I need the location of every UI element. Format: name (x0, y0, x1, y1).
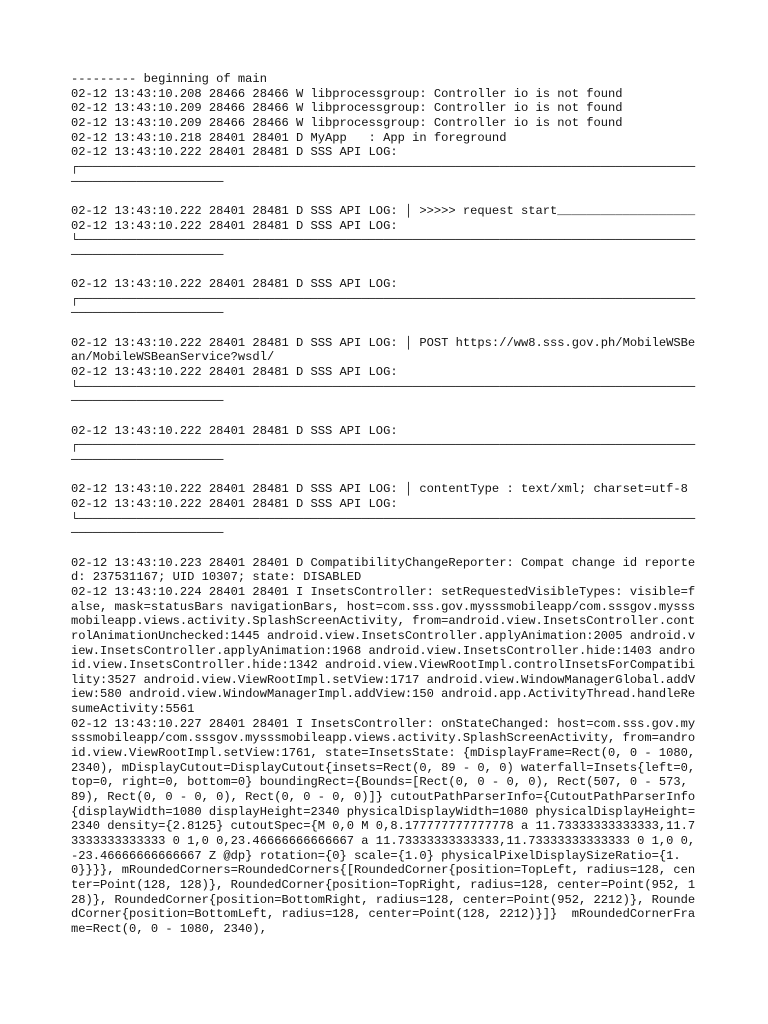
log-line: 02-12 13:43:10.222 28401 28481 D SSS API LOG: │ POST https://ww8.sss.gov.ph/MobileWSBean/MobileWSBeanService?wsdl/ (71, 335, 696, 365)
log-blank-line (71, 409, 697, 424)
log-blank-line (71, 189, 697, 204)
log-separator-bottom: └────────────────────────────────────────────────────────────────────────────────────────────────────────── (71, 233, 696, 262)
log-line: 02-12 13:43:10.222 28401 28481 D SSS API LOG: (71, 365, 405, 380)
log-line: 02-12 13:43:10.209 28466 28466 W libprocessgroup: Controller io is not found (71, 115, 623, 130)
log-line: 02-12 13:43:10.222 28401 28481 D SSS API LOG: │ >>>>> request start___________________ (71, 203, 696, 218)
log-line: 02-12 13:43:10.222 28401 28481 D SSS API LOG: (71, 496, 405, 511)
log-text-area (71, 72, 703, 937)
log-blank-line (71, 541, 697, 556)
log-blank-line (71, 321, 697, 336)
log-line: 02-12 13:43:10.222 28401 28481 D SSS API LOG: (71, 277, 405, 292)
log-blank-line (71, 468, 697, 483)
log-line: 02-12 13:43:10.208 28466 28466 W libprocessgroup: Controller io is not found (71, 86, 623, 101)
log-line: 02-12 13:43:10.218 28401 28401 D MyApp : App in foreground (71, 130, 507, 145)
log-line: 02-12 13:43:10.222 28401 28481 D SSS API LOG: (71, 145, 405, 160)
log-blank-line (71, 263, 697, 278)
log-separator-bottom: └────────────────────────────────────────────────────────────────────────────────────────────────────────── (71, 511, 696, 541)
log-line: 02-12 13:43:10.209 28466 28466 W libprocessgroup: Controller io is not found (71, 101, 623, 116)
log-separator-bottom: └────────────────────────────────────────────────────────────────────────────────────────────────────────── (71, 379, 696, 409)
log-line: 02-12 13:43:10.224 28401 28401 I InsetsController: setRequestedVisibleTypes: visible=false, mask=statusBars navigationBars, host=com.sss.gov.mysssmobileapp/com.sssgov.mysssmobileapp.views.activity.SplashScreenActivity, from=android.view.InsetsController.controlAnimationUnchecked:1445 android.view.InsetsController.applyAnimation:2005 android.view.InsetsController.applyAnimation:1968 android.view.InsetsController.hide:1403 android.view.InsetsController.hide:1342 android.view.ViewRootImpl.controlInsetsForCompatibility:3527 android.view.ViewRootImpl.setView:1717 android.view.WindowManagerGlobal.addView:580 android.view.WindowManagerImpl.addView:150 android.app.ActivityThread.handleResumeActivity:5561 (71, 584, 696, 717)
log-separator-top: ┌────────────────────────────────────────────────────────────────────────────────────────────────────────── (71, 291, 696, 321)
log-line: --------- beginning of main (71, 72, 267, 86)
log-separator-top: ┌────────────────────────────────────────────────────────────────────────────────────────────────────────── (71, 159, 696, 189)
log-line: 02-12 13:43:10.227 28401 28401 I InsetsController: onStateChanged: host=com.sss.gov.mysssmobileapp/com.sssgov.mysssmobileapp.views.activity.SplashScreenActivity, from=android.view.ViewRootImpl.setView:1761, state=InsetsState: {mDisplayFrame=Rect(0, 0 - 1080, 2340), mDisplayCutout=DisplayCutout{insets=Rect(0, 89 - 0, 0) waterfall=Insets{left=0, top=0, right=0, bottom=0} boundingRect={Bounds=[Rect(0, 0 - 0, 0), Rect(507, 0 - 573, 89), Rect(0, 0 - 0, 0), Rect(0, 0 - 0, 0)]} cutoutPathParserInfo={CutoutPathParserInfo{displayWidth=1080 displayHeight=2340 physicalDisplayWidth=1080 physicalDisplayHeight=2340 density={2.8125} cutoutSpec={M 0,0 M 0,8.177777777777778 a 11.73333333333333,11.73333333333333 0 1,0 0,23.46666666666667 a 11.73333333333333,11.73333333333333 0 1,0 0,-23.46666666666667 Z @dp} rotation={0} scale={1.0} physicalPixelDisplaySizeRatio={1.0}}}}, mRoundedCorners=RoundedCorners{[RoundedCorner{position=TopLeft, radius=128, center=Point(128, 128)}, RoundedCorner{position=TopRight, radius=128, center=Point(952, 128)}, RoundedCorner{position=BottomRight, radius=128, center=Point(952, 2212)}, RoundedCorner{position=BottomLeft, radius=128, center=Point(128, 2212)}]} mRoundedCornerFrame=Rect(0, 0 - 1080, 2340), (71, 716, 703, 936)
log-line: 02-12 13:43:10.222 28401 28481 D SSS API LOG: │ contentType : text/xml; charset=utf-8 (71, 482, 688, 497)
log-line: 02-12 13:43:10.222 28401 28481 D SSS API LOG: (71, 218, 405, 233)
log-line: 02-12 13:43:10.223 28401 28401 D CompatibilityChangeReporter: Compat change id reported: 237531167; UID 10307; state: DISABLED (71, 555, 696, 585)
log-line: 02-12 13:43:10.222 28401 28481 D SSS API LOG: (71, 423, 405, 438)
log-separator-top: ┌────────────────────────────────────────────────────────────────────────────────────────────────────────── (71, 438, 696, 467)
